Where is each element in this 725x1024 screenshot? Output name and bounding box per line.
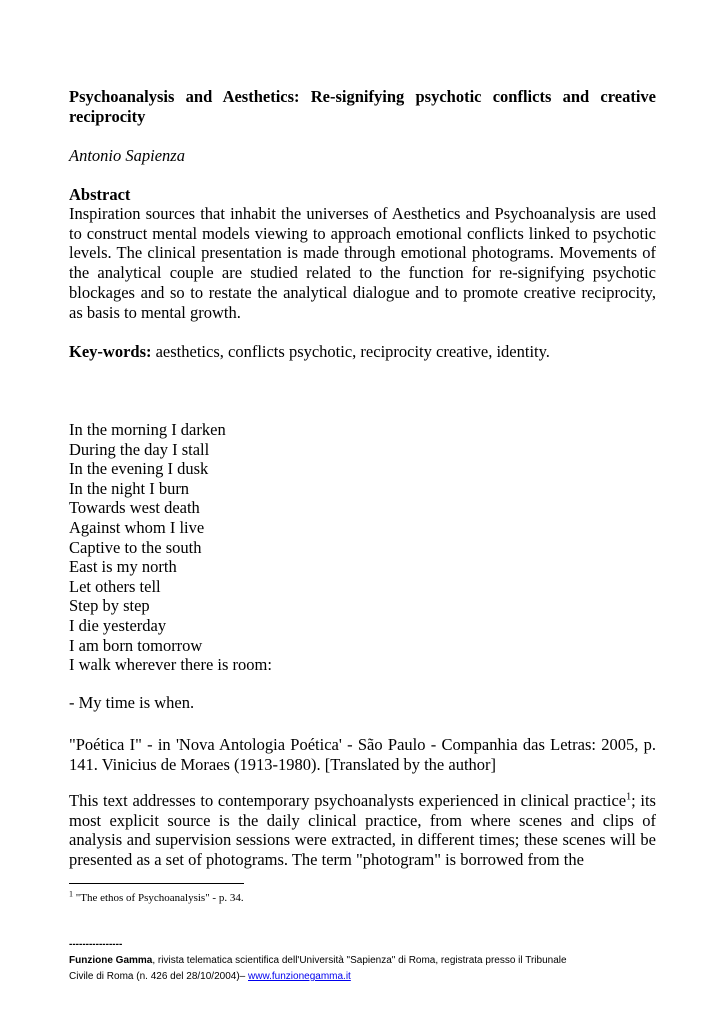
keywords-label: Key-words: — [69, 342, 152, 361]
poem-line: Captive to the south — [69, 537, 202, 557]
poem-line: Step by step — [69, 596, 150, 616]
footer-line-1 — [69, 953, 669, 969]
poem-final-line: - My time is when. — [69, 693, 195, 712]
abstract-heading: Abstract — [69, 185, 131, 204]
poem-citation: "Poética I" - in 'Nova Antologia Poética' - São Paulo - Companhia das Letras: 2005, p. 141. Vinicius de Moraes (1913-1980). [Translated by the author] — [69, 735, 656, 774]
poem-line: Against whom I live — [69, 517, 205, 537]
footer-registration: , rivista telematica scientifica dell'Università "Sapienza" di Roma, registrata presso il Tribunale — [152, 955, 567, 966]
author-name: Antonio Sapienza — [69, 146, 185, 165]
poem-line: In the evening I dusk — [69, 459, 209, 479]
footer-dashes: ---------------- — [69, 939, 123, 950]
footer-court: Civile di Roma (n. 426 del 28/10/2004)– — [69, 971, 248, 982]
poem-line: In the night I burn — [69, 478, 190, 498]
footnote-marker: 1 — [69, 889, 73, 899]
abstract-text: Inspiration sources that inhabit the universes of Aesthetics and Psychoanalysis are used to construct mental models viewing to approach emotional conflicts linked to psychotic levels. The clinical presentation is made through emotional photograms. Movements of the analytical couple are studied related to the function for re-signifying psychotic blockages and so to restate the analytical dialogue and to promote creative reciprocity, as basis to mental growth. — [69, 204, 656, 322]
journal-name: Funzione Gamma — [69, 955, 153, 966]
poem-line: East is my north — [69, 557, 177, 577]
footer-line-2 — [69, 969, 669, 985]
footnote-divider — [69, 883, 244, 884]
keywords-text: aesthetics, conflicts psychotic, reciprocity creative, identity. — [151, 342, 550, 361]
poem-line: I am born tomorrow — [69, 635, 203, 655]
page-footer — [69, 937, 669, 985]
keywords — [69, 342, 550, 362]
poem — [69, 420, 272, 675]
body-text-rest: ; its most explicit source is the daily clinical practice, from where scenes and clips of analysis and supervision sessions were extracted, in different times; these scenes will be presented as a set of photograms. The term "photogram" is borrowed from the — [69, 791, 656, 870]
poem-line: Let others tell — [69, 576, 161, 596]
poem-line: Towards west death — [69, 498, 200, 518]
poem-line: I walk wherever there is room: — [69, 655, 272, 675]
body-paragraph — [69, 791, 656, 870]
journal-link[interactable]: www.funzionegamma.it — [248, 971, 351, 982]
paper-title: Psychoanalysis and Aesthetics: Re-signifying psychotic conflicts and creative reciprocity — [69, 87, 656, 126]
footnote-text: "The ethos of Psychoanalysis" - p. 34. — [73, 892, 244, 904]
poem-line: During the day I stall — [69, 439, 210, 459]
footnote-reference[interactable]: 1 — [626, 791, 632, 803]
body-text-start: This text addresses to contemporary psychoanalysts experienced in clinical practice — [69, 791, 627, 810]
poem-line: In the morning I darken — [69, 420, 226, 439]
footnote — [69, 891, 244, 905]
poem-line: I die yesterday — [69, 615, 167, 635]
